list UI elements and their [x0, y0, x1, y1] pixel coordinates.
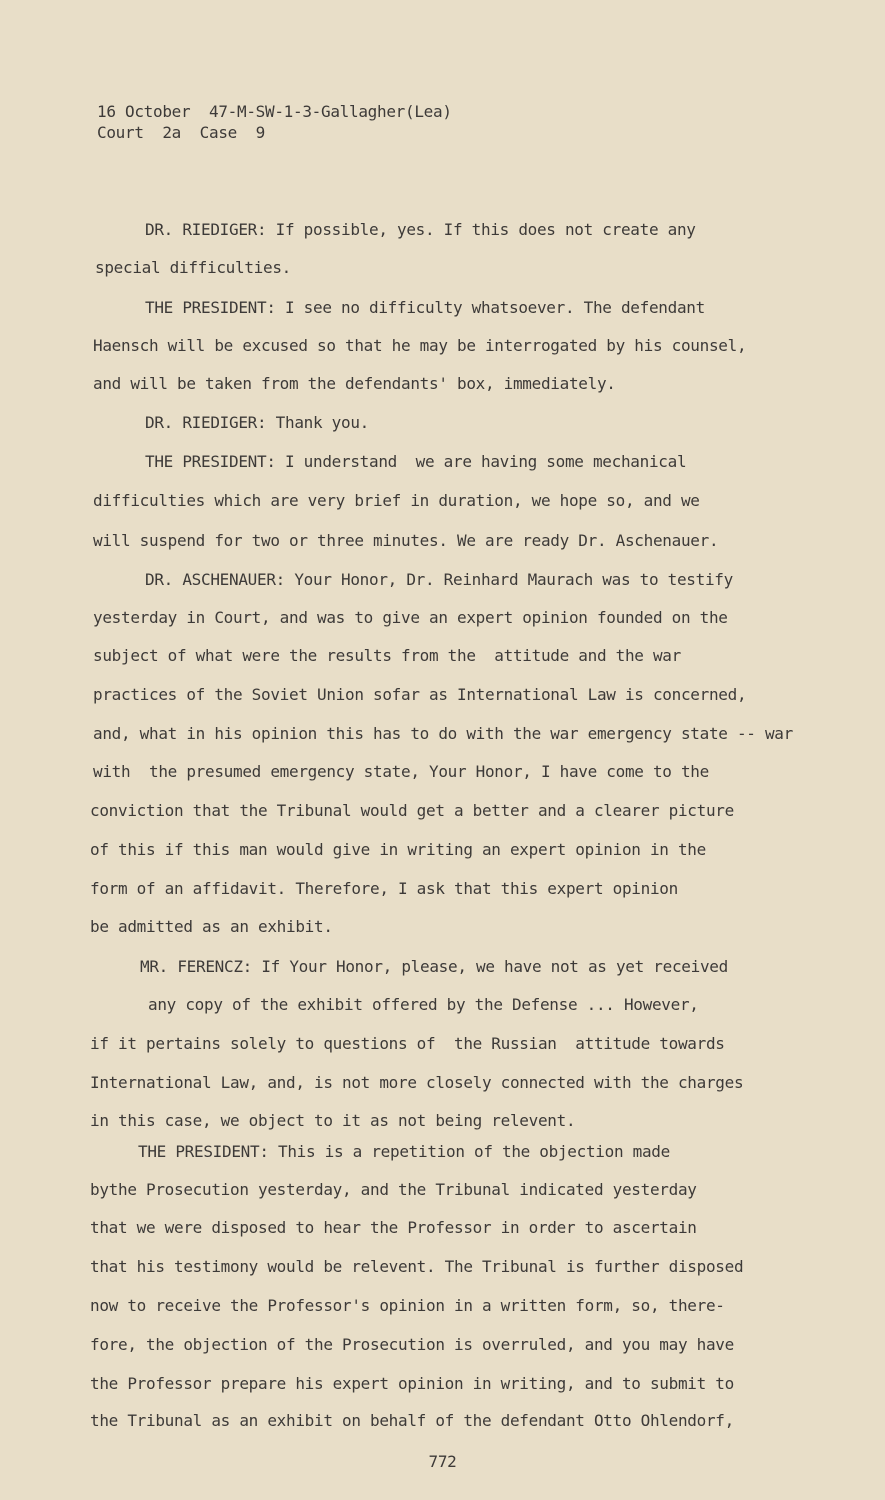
transcript-line: and, what in his opinion this has to do with the war emergency state -- war [93, 724, 793, 743]
transcript-line: MR. FERENCZ: If Your Honor, please, we have not as yet received [140, 957, 728, 976]
transcript-line: if it pertains solely to questions of the Russian attitude towards [90, 1034, 725, 1053]
page-number: 772 [428, 1452, 457, 1471]
transcript-line: yesterday in Court, and was to give an expert opinion founded on the [93, 608, 728, 627]
transcript-line: that we were disposed to hear the Professor in order to ascertain [90, 1218, 697, 1237]
transcript-line: bythe Prosecution yesterday, and the Tribunal indicated yesterday [90, 1180, 697, 1199]
document-header [97, 101, 452, 143]
transcript-line: will suspend for two or three minutes. We are ready Dr. Aschenauer. [93, 531, 719, 550]
header-line-date-reference: 16 October 47-M-SW-1-3-Gallagher(Lea) [97, 102, 452, 121]
transcript-line: of this if this man would give in writing an expert opinion in the [90, 840, 706, 859]
transcript-line: form of an affidavit. Therefore, I ask that this expert opinion [90, 879, 678, 898]
transcript-line: subject of what were the results from the attitude and the war [93, 646, 681, 665]
transcript-line: now to receive the Professor's opinion in a written form, so, there- [90, 1296, 725, 1315]
transcript-line: DR. RIEDIGER: Thank you. [145, 413, 369, 432]
transcript-line: be admitted as an exhibit. [90, 917, 333, 936]
transcript-line: any copy of the exhibit offered by the Defense ... However, [148, 995, 699, 1014]
transcript-line: the Tribunal as an exhibit on behalf of the defendant Otto Ohlendorf, [90, 1411, 734, 1430]
transcript-line: in this case, we object to it as not being relevent. [90, 1111, 576, 1130]
transcript-line: THE PRESIDENT: This is a repetition of the objection made [138, 1142, 670, 1161]
transcript-line: special difficulties. [95, 258, 291, 277]
transcript-line: THE PRESIDENT: I see no difficulty whatsoever. The defendant [145, 298, 705, 317]
transcript-line: DR. RIEDIGER: If possible, yes. If this does not create any [145, 220, 696, 239]
transcript-line: and will be taken from the defendants' box, immediately. [93, 374, 616, 393]
transcript-line: the Professor prepare his expert opinion in writing, and to submit to [90, 1374, 734, 1393]
transcript-line: THE PRESIDENT: I understand we are having some mechanical [145, 452, 687, 471]
transcript-line: practices of the Soviet Union sofar as International Law is concerned, [93, 685, 747, 704]
transcript-line: that his testimony would be relevent. The Tribunal is further disposed [90, 1257, 744, 1276]
transcript-line: Haensch will be excused so that he may be interrogated by his counsel, [93, 336, 747, 355]
transcript-line: difficulties which are very brief in duration, we hope so, and we [93, 491, 700, 510]
transcript-line: conviction that the Tribunal would get a better and a clearer picture [90, 801, 734, 820]
transcript-line: International Law, and, is not more closely connected with the charges [90, 1073, 744, 1092]
transcript-line: fore, the objection of the Prosecution is overruled, and you may have [90, 1335, 734, 1354]
transcript-line: with the presumed emergency state, Your Honor, I have come to the [93, 762, 709, 781]
header-line-court-case: Court 2a Case 9 [97, 123, 265, 142]
transcript-line: DR. ASCHENAUER: Your Honor, Dr. Reinhard Maurach was to testify [145, 570, 733, 589]
